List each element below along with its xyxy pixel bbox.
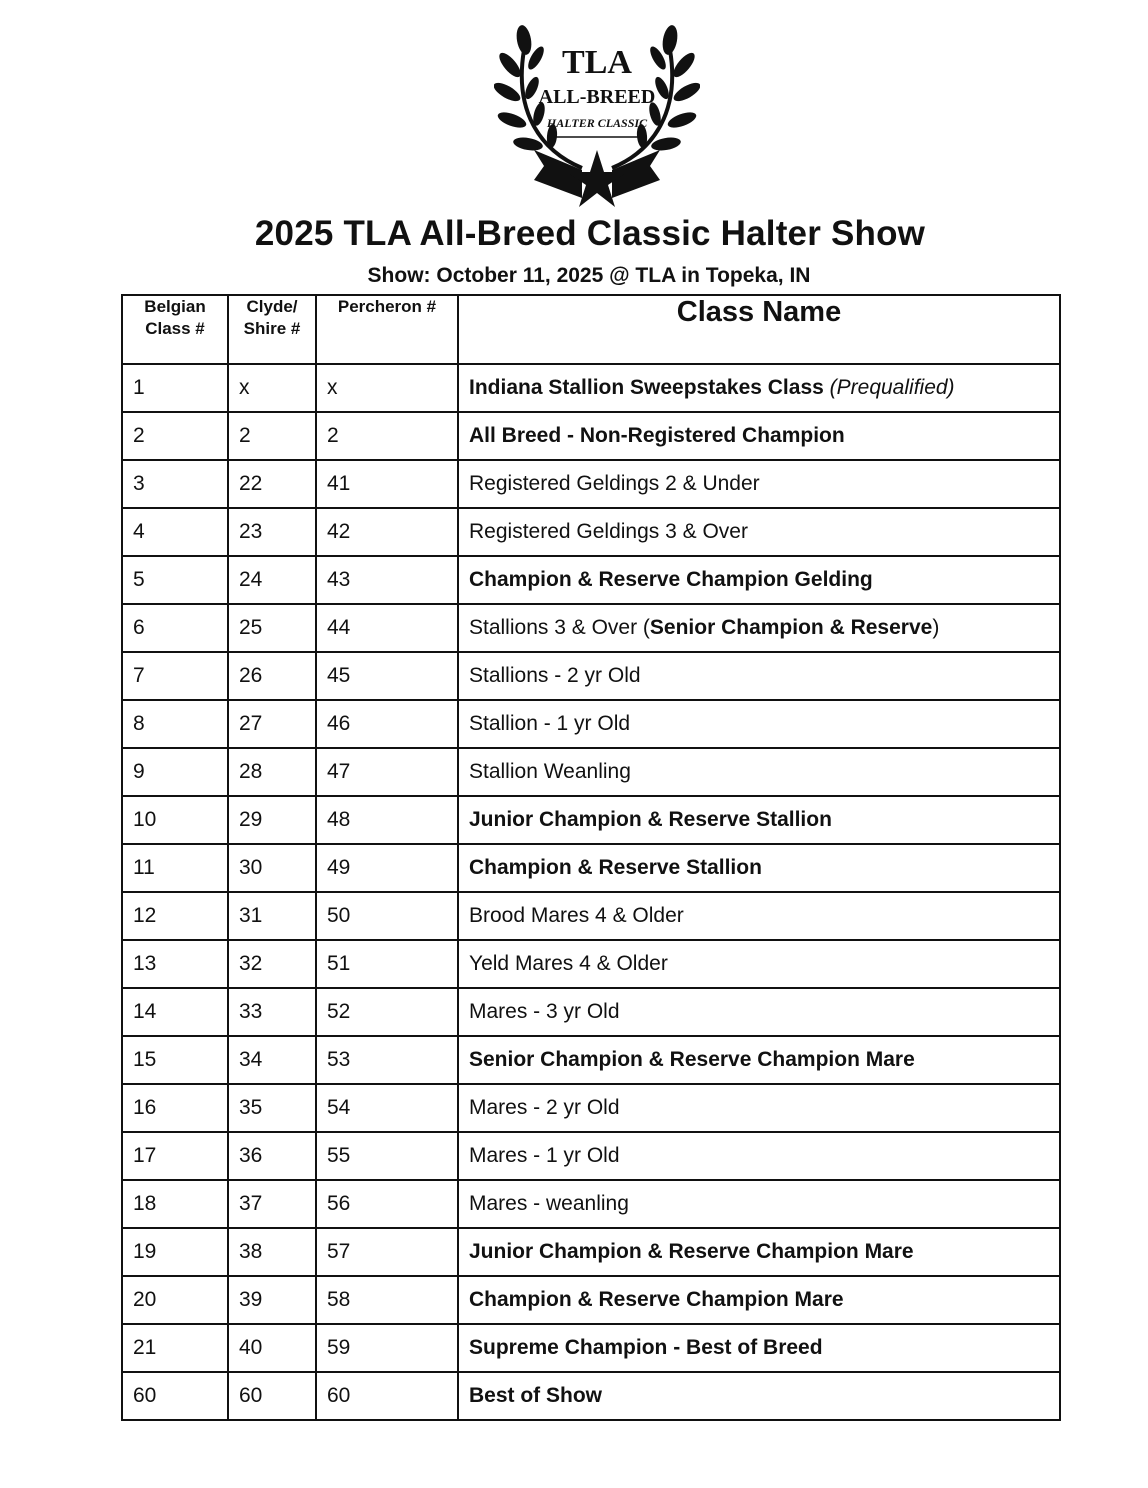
- table-row: [122, 652, 1060, 700]
- clyde-shire-class-cell: 37: [228, 1180, 316, 1228]
- clyde-shire-class-cell: 30: [228, 844, 316, 892]
- table-row: [122, 1372, 1060, 1420]
- table-row: [122, 508, 1060, 556]
- clyde-shire-class-cell: 35: [228, 1084, 316, 1132]
- clyde-shire-class-cell: x: [228, 364, 316, 412]
- percheron-class-cell: 46: [316, 700, 458, 748]
- table-row: [122, 604, 1060, 652]
- table-row: [122, 748, 1060, 796]
- belgian-class-cell: 8: [122, 700, 228, 748]
- clyde-shire-class-cell: 27: [228, 700, 316, 748]
- class-name-cell: Registered Geldings 2 & Under: [458, 460, 1060, 508]
- belgian-class-cell: 18: [122, 1180, 228, 1228]
- svg-text:ALL-BREED: ALL-BREED: [538, 86, 656, 108]
- clyde-shire-class-cell: 25: [228, 604, 316, 652]
- clyde-shire-class-cell: 23: [228, 508, 316, 556]
- percheron-class-cell: 59: [316, 1324, 458, 1372]
- table-row: [122, 988, 1060, 1036]
- class-name-cell: Senior Champion & Reserve Champion Mare: [458, 1036, 1060, 1084]
- belgian-class-cell: 1: [122, 364, 228, 412]
- tla-halter-classic-logo: [494, 10, 700, 210]
- percheron-class-cell: 42: [316, 508, 458, 556]
- clyde-shire-class-cell: 36: [228, 1132, 316, 1180]
- table-row: [122, 460, 1060, 508]
- table-row: [122, 796, 1060, 844]
- percheron-class-cell: 45: [316, 652, 458, 700]
- belgian-class-cell: 2: [122, 412, 228, 460]
- clyde-shire-class-cell: 28: [228, 748, 316, 796]
- class-name-cell: Best of Show: [458, 1372, 1060, 1420]
- class-name-cell: Champion & Reserve Champion Gelding: [458, 556, 1060, 604]
- clyde-shire-class-cell: 39: [228, 1276, 316, 1324]
- class-name-cell: Champion & Reserve Champion Mare: [458, 1276, 1060, 1324]
- percheron-class-cell: 50: [316, 892, 458, 940]
- class-name-cell: All Breed - Non-Registered Champion: [458, 412, 1060, 460]
- percheron-class-cell: 55: [316, 1132, 458, 1180]
- belgian-class-cell: 10: [122, 796, 228, 844]
- class-name-cell: Mares - weanling: [458, 1180, 1060, 1228]
- svg-text:HALTER CLASSIC: HALTER CLASSIC: [546, 116, 648, 130]
- class-name-cell: Stallions 3 & Over (Senior Champion & Reserve): [458, 604, 1060, 652]
- clyde-shire-class-cell: 24: [228, 556, 316, 604]
- table-row: [122, 940, 1060, 988]
- clyde-shire-class-cell: 32: [228, 940, 316, 988]
- clyde-shire-class-cell: 29: [228, 796, 316, 844]
- table-row: [122, 1324, 1060, 1372]
- percheron-class-cell: 51: [316, 940, 458, 988]
- header-row: [122, 295, 1060, 364]
- percheron-class-cell: x: [316, 364, 458, 412]
- percheron-class-cell: 60: [316, 1372, 458, 1420]
- table-row: [122, 1276, 1060, 1324]
- clyde-shire-class-cell: 60: [228, 1372, 316, 1420]
- header-clyde-shire: Clyde/ Shire #: [228, 295, 316, 364]
- percheron-class-cell: 44: [316, 604, 458, 652]
- table-row: [122, 1036, 1060, 1084]
- percheron-class-cell: 2: [316, 412, 458, 460]
- page-title: 2025 TLA All-Breed Classic Halter Show: [254, 214, 926, 253]
- table-row: [122, 1084, 1060, 1132]
- percheron-class-cell: 54: [316, 1084, 458, 1132]
- percheron-class-cell: 43: [316, 556, 458, 604]
- class-name-cell: Mares - 1 yr Old: [458, 1132, 1060, 1180]
- clyde-shire-class-cell: 33: [228, 988, 316, 1036]
- belgian-class-cell: 9: [122, 748, 228, 796]
- percheron-class-cell: 47: [316, 748, 458, 796]
- svg-text:TLA: TLA: [562, 44, 632, 81]
- header-belgian: Belgian Class #: [122, 295, 228, 364]
- percheron-class-cell: 48: [316, 796, 458, 844]
- class-name-cell: Stallions - 2 yr Old: [458, 652, 1060, 700]
- belgian-class-cell: 20: [122, 1276, 228, 1324]
- belgian-class-cell: 16: [122, 1084, 228, 1132]
- table-row: [122, 700, 1060, 748]
- prequalified-note: (Prequalified): [829, 376, 955, 399]
- class-name-cell: Champion & Reserve Stallion: [458, 844, 1060, 892]
- class-name-cell: Registered Geldings 3 & Over: [458, 508, 1060, 556]
- class-name-cell: Mares - 3 yr Old: [458, 988, 1060, 1036]
- belgian-class-cell: 12: [122, 892, 228, 940]
- clyde-shire-class-cell: 2: [228, 412, 316, 460]
- belgian-class-cell: 14: [122, 988, 228, 1036]
- belgian-class-cell: 19: [122, 1228, 228, 1276]
- clyde-shire-class-cell: 31: [228, 892, 316, 940]
- class-table: [121, 294, 1061, 1421]
- header-class-name: Class Name: [458, 295, 1060, 364]
- table-row: [122, 1228, 1060, 1276]
- belgian-class-cell: 4: [122, 508, 228, 556]
- table-body: [122, 364, 1060, 1420]
- percheron-class-cell: 56: [316, 1180, 458, 1228]
- percheron-class-cell: 49: [316, 844, 458, 892]
- belgian-class-cell: 11: [122, 844, 228, 892]
- clyde-shire-class-cell: 26: [228, 652, 316, 700]
- table-row: [122, 844, 1060, 892]
- belgian-class-cell: 15: [122, 1036, 228, 1084]
- class-name-cell: Junior Champion & Reserve Stallion: [458, 796, 1060, 844]
- class-name-cell: Supreme Champion - Best of Breed: [458, 1324, 1060, 1372]
- percheron-class-cell: 57: [316, 1228, 458, 1276]
- belgian-class-cell: 7: [122, 652, 228, 700]
- class-name-cell: Indiana Stallion Sweepstakes Class (Prequalified): [458, 364, 1060, 412]
- belgian-class-cell: 13: [122, 940, 228, 988]
- belgian-class-cell: 21: [122, 1324, 228, 1372]
- belgian-class-cell: 17: [122, 1132, 228, 1180]
- table-row: [122, 892, 1060, 940]
- percheron-class-cell: 52: [316, 988, 458, 1036]
- percheron-class-cell: 58: [316, 1276, 458, 1324]
- class-name-cell: Junior Champion & Reserve Champion Mare: [458, 1228, 1060, 1276]
- class-name-cell: Stallion Weanling: [458, 748, 1060, 796]
- belgian-class-cell: 3: [122, 460, 228, 508]
- belgian-class-cell: 6: [122, 604, 228, 652]
- belgian-class-cell: 60: [122, 1372, 228, 1420]
- table-row: [122, 1132, 1060, 1180]
- table-row: [122, 556, 1060, 604]
- belgian-class-cell: 5: [122, 556, 228, 604]
- clyde-shire-class-cell: 22: [228, 460, 316, 508]
- clyde-shire-class-cell: 40: [228, 1324, 316, 1372]
- clyde-shire-class-cell: 38: [228, 1228, 316, 1276]
- table-row: [122, 364, 1060, 412]
- show-date-subtitle: Show: October 11, 2025 @ TLA in Topeka, IN: [367, 264, 811, 287]
- percheron-class-cell: 53: [316, 1036, 458, 1084]
- class-name-cell: Stallion - 1 yr Old: [458, 700, 1060, 748]
- class-name-cell: Brood Mares 4 & Older: [458, 892, 1060, 940]
- percheron-class-cell: 41: [316, 460, 458, 508]
- table-row: [122, 1180, 1060, 1228]
- class-name-cell: Yeld Mares 4 & Older: [458, 940, 1060, 988]
- table-row: [122, 412, 1060, 460]
- class-name-cell: Mares - 2 yr Old: [458, 1084, 1060, 1132]
- clyde-shire-class-cell: 34: [228, 1036, 316, 1084]
- header-percheron: Percheron #: [316, 295, 458, 364]
